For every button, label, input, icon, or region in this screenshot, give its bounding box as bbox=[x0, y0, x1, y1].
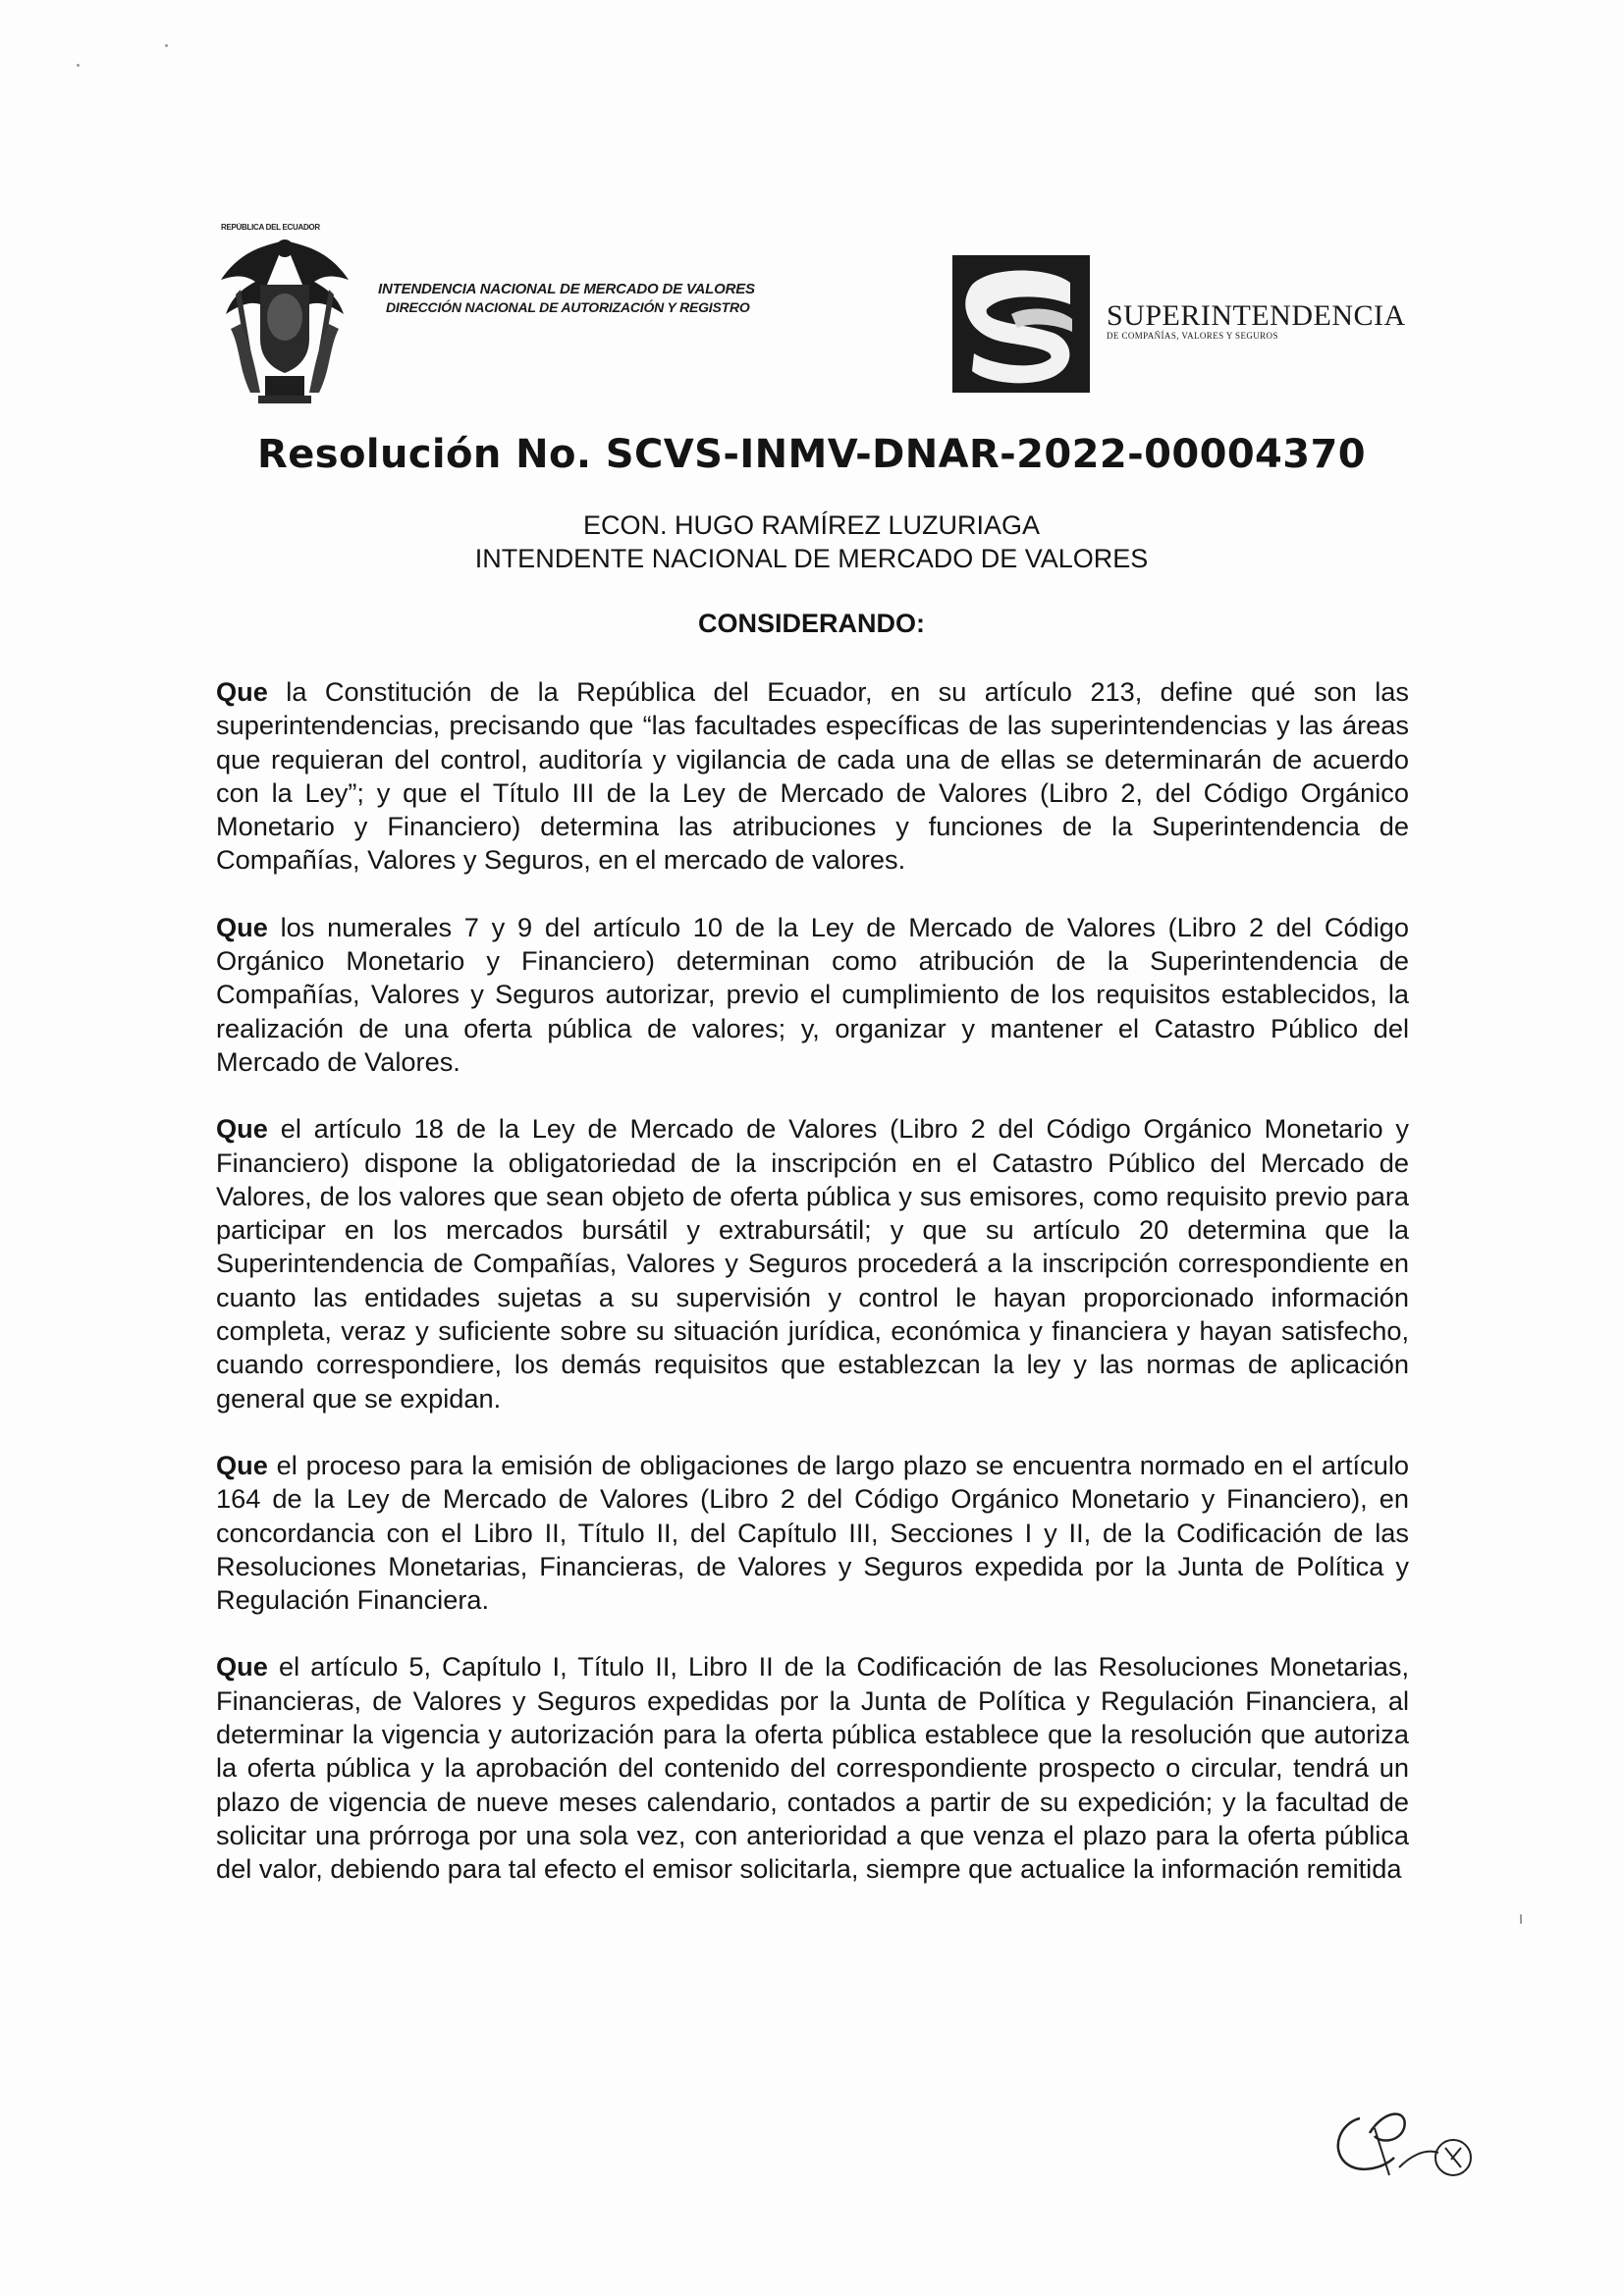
paragraph-lead: Que bbox=[216, 1113, 268, 1145]
coat-of-arms-icon bbox=[211, 221, 358, 417]
paragraph-text: el artículo 5, Capítulo I, Título II, Libro II de la Codificación de las Resoluciones Monetarias, Financieras, de Valores y Seguros expedidas por la Junta de Política y Regulación Financiera, al determinar la vigencia y autorización para la oferta pública establece que la resolución que autoriza la oferta pública y la aprobación del contenido del correspondiente prospecto o circular, tendrá un plazo de vigencia de nueve meses calendario, contados a partir de su expedición; y la facultad de solicitar una prórroga por una sola vez, con anterioridad a que venza el plazo para la oferta pública del valor, debiendo para tal efecto el emisor solicitarla, siempre que actualice la información remitida bbox=[216, 1651, 1409, 1885]
paragraph-text: el proceso para la emisión de obligaciones de largo plazo se encuentra normado en el artículo 164 de la Ley de Mercado de Valores (Libro 2 del Código Orgánico Monetario y Financiero), en concordancia con el Libro II, Título II, del Capítulo III, Secciones I y II, de la Codificación de las Resoluciones Monetarias, Financieras, de Valores y Seguros expedida por la Junta de Política y Regulación Financiera. bbox=[216, 1449, 1409, 1616]
coat-caption: REPÚBLICA DEL ECUADOR bbox=[221, 223, 320, 232]
paragraph bbox=[216, 1112, 1409, 1415]
section-heading: CONSIDERANDO: bbox=[697, 609, 925, 638]
document-header bbox=[211, 221, 1409, 417]
institution-line-1: INTENDENCIA NACIONAL DE MERCADO DE VALORES bbox=[378, 281, 755, 297]
superintendencia-wordmark bbox=[1107, 299, 1411, 341]
handwritten-signature bbox=[1316, 2089, 1492, 2187]
paragraph-lead: Que bbox=[216, 1651, 268, 1682]
superintendencia-subtitle: DE COMPAÑÍAS, VALORES Y SEGUROS bbox=[1107, 331, 1278, 341]
institution-line-2: DIRECCIÓN NACIONAL DE AUTORIZACIÓN Y REGISTRO bbox=[386, 299, 750, 315]
official-block bbox=[0, 508, 1623, 575]
document-body bbox=[216, 675, 1409, 1887]
official-name: ECON. HUGO RAMÍREZ LUZURIAGA bbox=[582, 510, 1041, 540]
paragraph-text: la Constitución de la República del Ecuador, en su artículo 213, define qué son las superintendencias, precisando que “las facultades específicas de las superintendencias y las áreas que requieran del control, auditoría y vigilancia de cada una de ellas se determinarán de acuerdo con la Ley”; y que el Título III de la Ley de Mercado de Valores (Libro 2, del Código Orgánico Monetario y Financiero) determina las atribuciones y funciones de la Superintendencia de Compañías, Valores y Seguros, en el mercado de valores. bbox=[216, 676, 1409, 876]
paragraph-lead: Que bbox=[216, 676, 268, 707]
superintendencia-name: SUPERINTENDENCIA bbox=[1107, 299, 1406, 332]
scan-speck bbox=[165, 44, 168, 47]
paragraph bbox=[216, 1650, 1409, 1886]
paragraph-text: los numerales 7 y 9 del artículo 10 de la Ley de Mercado de Valores (Libro 2 del Código Orgánico Monetario y Financiero) determinan como atribución de la Superintendencia de Compañías, Valores y Seguros autorizar, previo el cumplimiento de los requisitos establecidos, la realización de una oferta pública de valores; y, organizar y mantener el Catastro Público del Mercado de Valores. bbox=[216, 911, 1409, 1077]
scan-speck bbox=[1520, 1914, 1522, 1924]
scan-speck bbox=[77, 64, 80, 67]
paragraph-text: el artículo 18 de la Ley de Mercado de Valores (Libro 2 del Código Orgánico Monetario y Financiero) dispone la obligatoriedad de la inscripción en el Catastro Público del Mercado de Valores, de los valores que sean objeto de oferta pública y sus emisores, como requisito previo para participar en los mercados bursátil y extrabursátil; y que su artículo 20 determina que la Superintendencia de Compañías, Valores y Seguros procederá a la inscripción correspondiente en cuanto las entidades sujetas a su supervisión y control le hayan proporcionado información completa, veraz y suficiente sobre su situación jurídica, económica y financiera y hayan satisfecho, cuando correspondiere, los demás requisitos que establezcan la ley y las normas de aplicación general que se expidan. bbox=[216, 1113, 1409, 1414]
paragraph bbox=[216, 1449, 1409, 1617]
paragraph-lead: Que bbox=[216, 911, 268, 942]
sc-logo-icon bbox=[952, 255, 1090, 393]
institution-names bbox=[378, 280, 928, 317]
paragraph bbox=[216, 911, 1409, 1079]
paragraph bbox=[216, 675, 1409, 878]
resolution-title: Resolución No. SCVS-INMV-DNAR-2022-00004370 bbox=[257, 432, 1366, 477]
paragraph-lead: Que bbox=[216, 1449, 268, 1480]
official-position: INTENDENTE NACIONAL DE MERCADO DE VALORES bbox=[474, 544, 1149, 573]
